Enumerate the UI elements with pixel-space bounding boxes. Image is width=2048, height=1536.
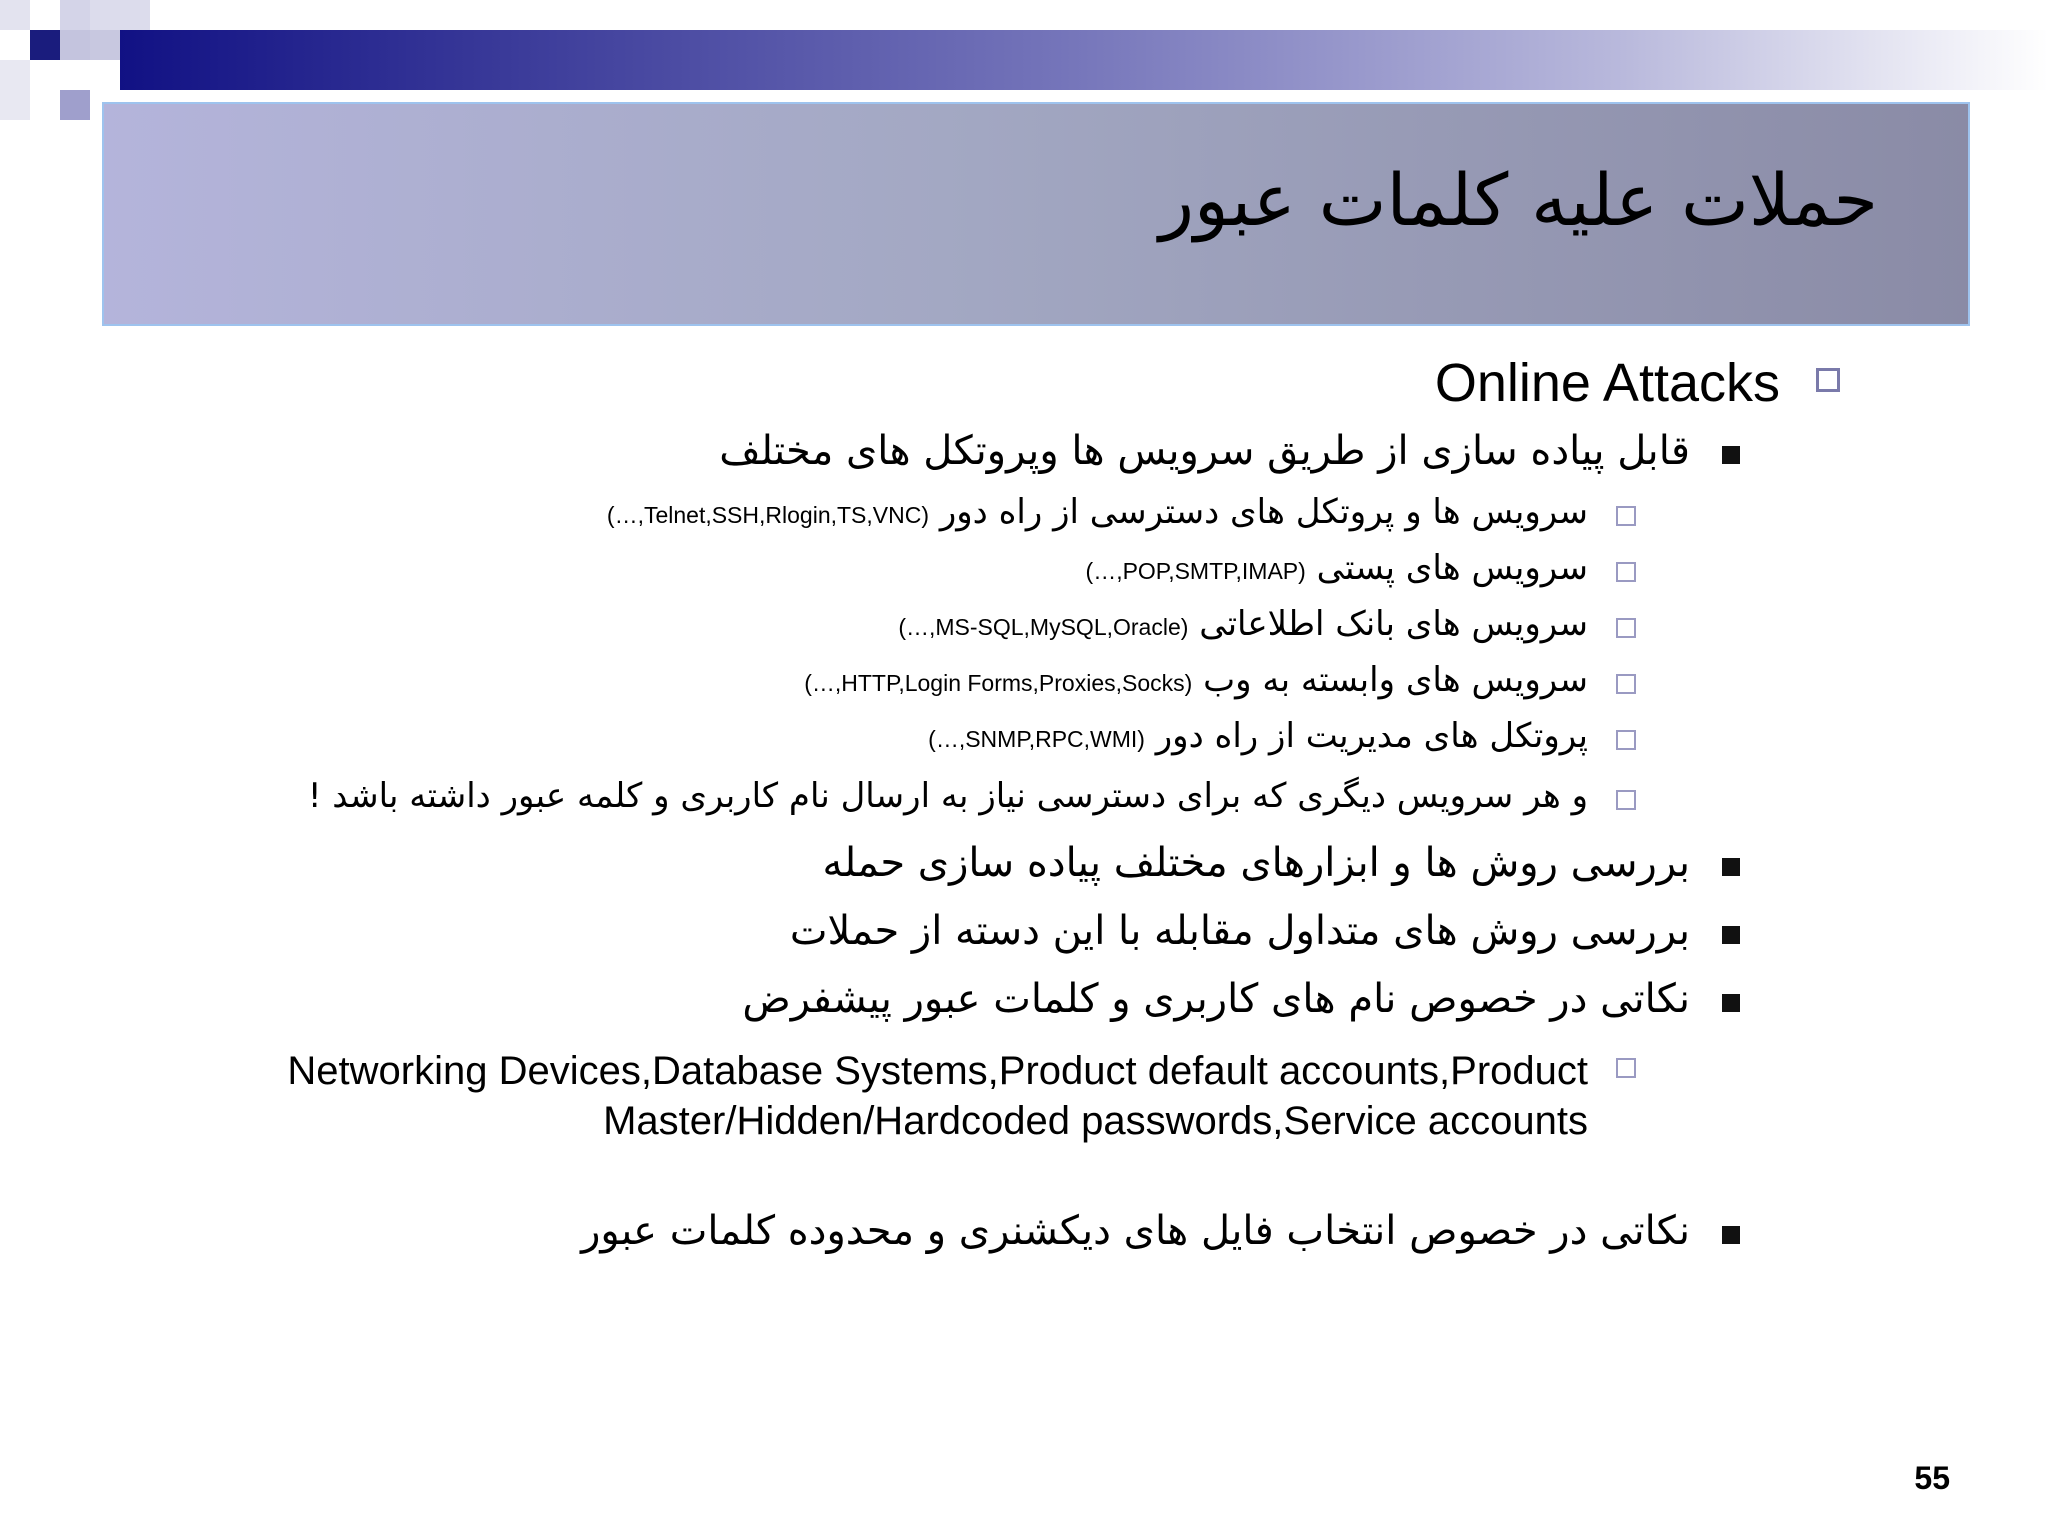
protocol-list: (…,HTTP,Login Forms,Proxies,Socks) [804,670,1193,696]
bullet-square-icon [1722,858,1740,876]
sub-bullet-item [308,776,1588,816]
sub-bullet-text: سرویس های پستی [1316,548,1588,588]
default-accounts-list: Networking Devices,Database Systems,Product default accounts,Product Master/Hidden/Hardcoded passwords,Service accounts [287,1049,1588,1143]
sub-bullet-text: سرویس های وابسته به وب [1203,660,1588,700]
protocol-list: (…,POP,SMTP,IMAP) [1085,558,1306,584]
page-number: 55 [1914,1460,1950,1496]
section-heading: Online Attacks [1434,353,1780,413]
bullet-square-icon [1616,562,1636,582]
bullet-square-icon [1722,446,1740,464]
bullet-item: قابل پیاده سازی از طریق سرویس ها وپروتکل های مختلف [719,428,1690,474]
bullet-square-icon [1616,1058,1636,1078]
bullet-square-icon [1816,368,1840,392]
bullet-square-icon [1722,926,1740,944]
bullet-square-icon [1616,506,1636,526]
bullet-square-icon [1616,674,1636,694]
sub-bullet-item [898,604,1588,644]
sub-bullet-text: سرویس ها و پروتکل های دسترسی از راه دور [939,492,1588,532]
sub-bullet-text: و هر سرویس دیگری که برای دسترسی نیاز به ارسال نام کاربری و کلمه عبور داشته باشد ! [307,776,1588,816]
bullet-item: بررسی روش های متداول مقابله با این دسته از حملات [789,908,1690,954]
bullet-square-icon [1616,730,1636,750]
bullet-square-icon [1722,1226,1740,1244]
sub-bullet-item [1086,548,1588,588]
slide-title: حملات علیه کلمات عبور [1159,158,1878,242]
bullet-square-icon [1722,994,1740,1012]
sub-bullet-text: سرویس های بانک اطلاعاتی [1199,604,1588,644]
protocol-list: (…,MS-SQL,MySQL,Oracle) [898,614,1189,640]
sub-bullet-item [928,716,1588,756]
sub-bullet-item [607,492,1588,532]
bullet-item: نکاتی در خصوص نام های کاربری و کلمات عبور پیشفرض [742,976,1690,1022]
bullet-square-icon [1616,618,1636,638]
bullet-item: نکاتی در خصوص انتخاب فایل های دیکشنری و محدوده کلمات عبور [581,1208,1690,1254]
protocol-list: (…,SNMP,RPC,WMI) [928,726,1145,752]
sub-bullet-text: پروتکل های مدیریت از راه دور [1155,716,1588,756]
bullet-item: بررسی روش ها و ابزارهای مختلف پیاده سازی حمله [822,840,1690,886]
sub-bullet-item [804,660,1588,700]
protocol-list: (…,Telnet,SSH,Rlogin,TS,VNC) [606,502,929,528]
bullet-square-icon [1616,790,1636,810]
